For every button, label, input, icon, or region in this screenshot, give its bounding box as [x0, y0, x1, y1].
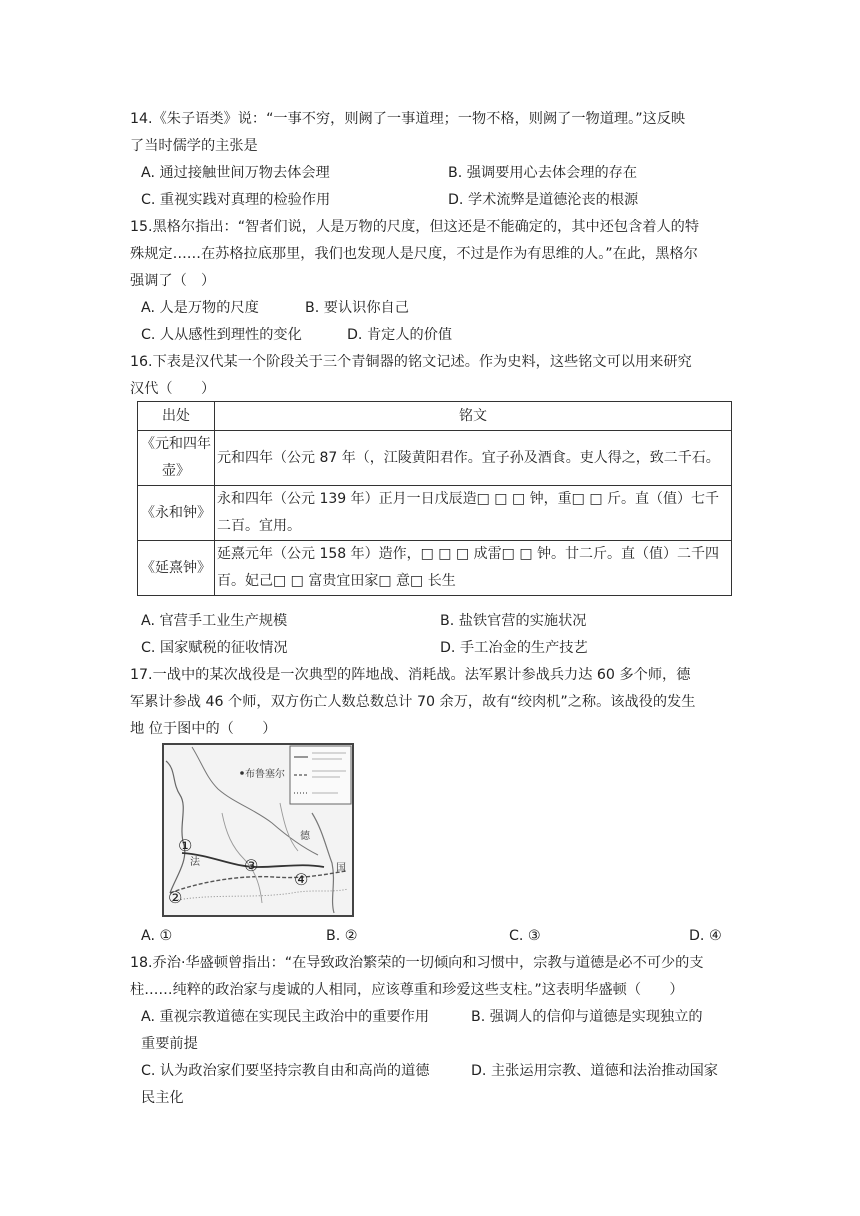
q16-stem-line1: 16.下表是汉代某一个阶段关于三个青铜器的铭文记述。作为史料，这些铭文可以用来研究	[130, 354, 692, 370]
q15-option-d[interactable]: D. 肯定人的价值	[347, 327, 453, 343]
table-row	[138, 486, 732, 541]
table-row	[138, 541, 732, 596]
q17-option-c[interactable]: C. ③	[509, 928, 541, 944]
q17-option-b[interactable]: B. ②	[326, 928, 358, 944]
region-label: 德	[300, 831, 310, 842]
q15-stem-line2: 殊规定……在苏格拉底那里，我们也发现人是尺度，不过是作为有思维的人。”在此，黑格尔	[130, 246, 698, 262]
q18-option-b-continued[interactable]: 重要前提	[141, 1036, 198, 1052]
q15-option-c[interactable]: C. 人从感性到理性的变化	[141, 327, 302, 343]
q14-option-b[interactable]: B. 强调要用心去体会理的存在	[448, 165, 638, 181]
q15-option-a[interactable]: A. 人是万物的尺度	[141, 300, 259, 316]
q16-option-c[interactable]: C. 国家赋税的征收情况	[141, 640, 288, 656]
q15-option-b[interactable]: B. 要认识你自己	[305, 300, 409, 316]
map-marker-2: ②	[168, 888, 183, 907]
q16-option-a[interactable]: A. 官营手工业生产规模	[141, 613, 288, 629]
q14-option-a[interactable]: A. 通过接触世间万物去体会理	[141, 165, 330, 181]
table-row	[138, 431, 732, 486]
q18-option-b[interactable]: B. 强调人的信仰与道德是实现独立的	[471, 1009, 703, 1025]
map-marker-3: ③	[244, 856, 259, 875]
q17-stem-line3: 地 位于图中的（ ）	[130, 721, 277, 737]
table-cell-source: 《永和钟》	[138, 486, 215, 541]
region-label: 法	[190, 857, 200, 868]
city-dot	[240, 771, 244, 775]
q15-stem-line1: 15.黑格尔指出：“智者们说，人是万物的尺度，但这还是不能确定的，其中还包含着人的特	[130, 219, 700, 235]
table-header-row	[138, 402, 732, 431]
q17-stem-line1: 17.一战中的某次战役是一次典型的阵地战、消耗战。法军累计参战兵力达 60 多个师，德	[130, 667, 691, 683]
region-label: 国	[336, 863, 346, 874]
q16-option-d[interactable]: D. 手工冶金的生产技艺	[440, 640, 588, 656]
battle-map	[162, 743, 354, 917]
table-cell-source: 《延熹钟》	[138, 541, 215, 596]
q14-stem-line1: 14.《朱子语类》说：“一事不穷，则阙了一事道理；一物不格，则阙了一物道理。”这反映	[130, 111, 686, 127]
map-marker-4: ④	[294, 870, 309, 889]
q14-option-c[interactable]: C. 重视实践对真理的检验作用	[141, 192, 331, 208]
city-label: 布鲁塞尔	[245, 769, 285, 780]
q18-option-a[interactable]: A. 重视宗教道德在实现民主政治中的重要作用	[141, 1009, 430, 1025]
q15-stem-line3: 强调了（ ）	[130, 273, 216, 289]
inscription-table	[137, 401, 732, 596]
q18-option-c-continued[interactable]: 民主化	[141, 1090, 184, 1106]
map-marker-1: ①	[178, 836, 193, 855]
q18-option-d[interactable]: D. 主张运用宗教、道德和法治推动国家	[471, 1063, 718, 1079]
table-header-inscription: 铭文	[215, 402, 732, 431]
q17-option-d[interactable]: D. ④	[689, 928, 722, 944]
table-cell-inscription: 延熹元年（公元 158 年）造作，□ □ □ 成雷□ □ 钟。廿二斤。直（值）二千四百。妃己□ □ 富贵宜田家□ 意□ 长生	[215, 541, 732, 596]
table-cell-source: 《元和四年壶》	[138, 431, 215, 486]
table-cell-inscription: 元和四年（公元 87 年（，江陵黄阳君作。宜子孙及酒食。吏人得之，致二千石。	[215, 431, 732, 486]
q18-stem-line1: 18.乔治·华盛顿曾指出：“在导致政治繁荣的一切倾向和习惯中，宗教与道德是必不可少的支	[130, 955, 704, 971]
q14-option-d[interactable]: D. 学术流弊是道德沦丧的根源	[448, 192, 639, 208]
q17-option-a[interactable]: A. ①	[141, 928, 173, 944]
q18-option-c[interactable]: C. 认为政治家们要坚持宗教自由和高尚的道德	[141, 1063, 430, 1079]
q14-stem-line2: 了当时儒学的主张是	[130, 138, 258, 154]
q18-stem-line2: 柱……纯粹的政治家与虔诚的人相同，应该尊重和珍爱这些支柱。”这表明华盛顿（ ）	[130, 982, 684, 998]
q16-stem-line2: 汉代（ ）	[130, 381, 216, 397]
q16-option-b[interactable]: B. 盐铁官营的实施状况	[440, 613, 587, 629]
q17-stem-line2: 军累计参战 46 个师，双方伤亡人数总数总计 70 余万，故有“绞肉机”之称。该战役的发生	[130, 694, 696, 710]
table-header-source: 出处	[138, 402, 215, 431]
table-cell-inscription: 永和四年（公元 139 年）正月一日戊辰造□ □ □ 钟，重□ □ 斤。直（值）七千二百。宜用。	[215, 486, 732, 541]
